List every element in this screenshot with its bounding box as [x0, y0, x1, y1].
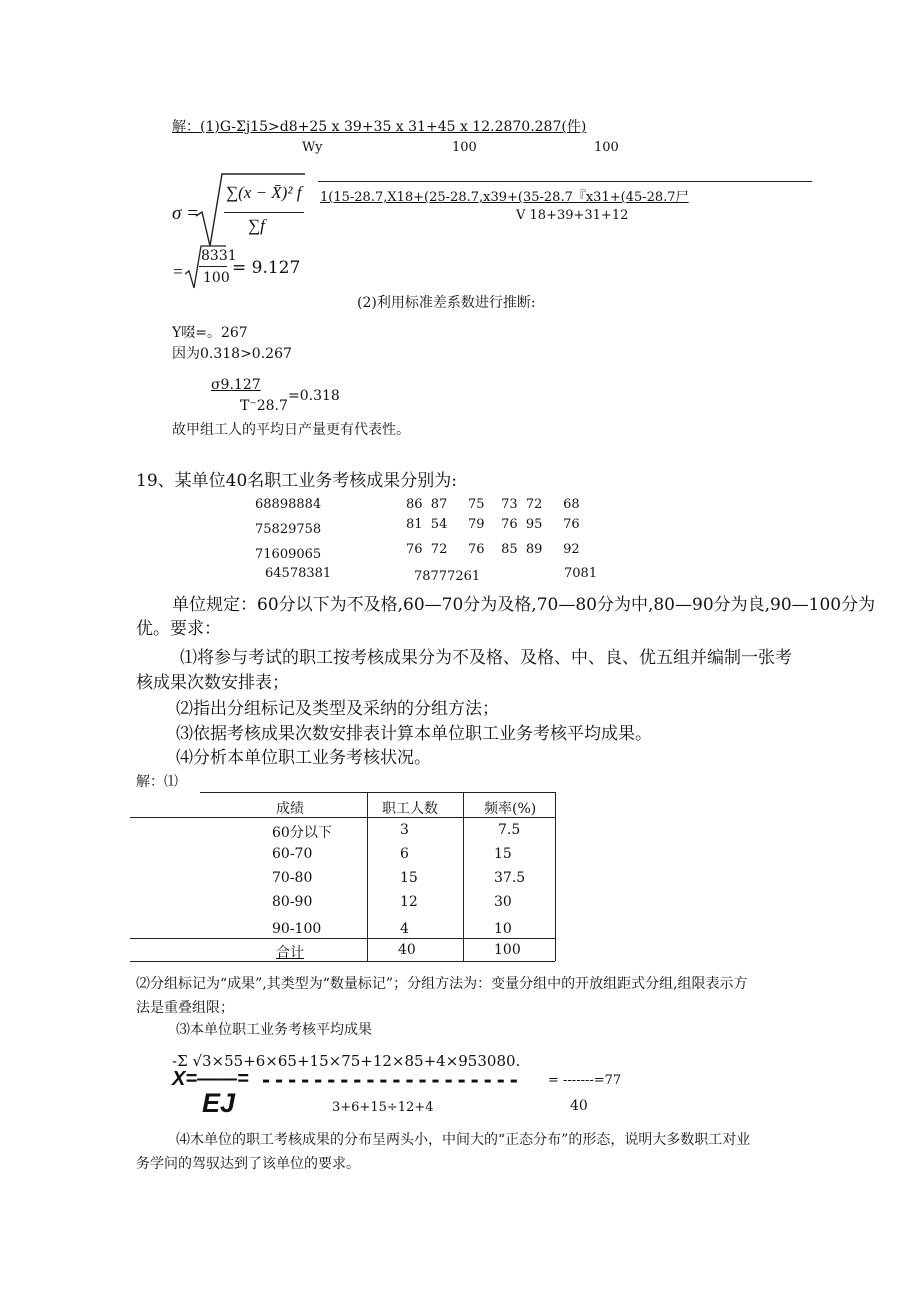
part3-heading: ⑶本单位职工业务考核平均成果 [176, 1022, 372, 1038]
score-row-2-a: 75829758 [255, 522, 322, 537]
answer-label: 解：⑴ [136, 774, 178, 790]
mean-formula-denominator: 3+6+15÷12+4 [332, 1100, 434, 1115]
table-total-count: 40 [398, 942, 416, 958]
solution-mean-line: 解：(1)G-Σj15>d8+25 x 39+35 x 31+45 x 12.2870.287(件) [172, 119, 587, 135]
sqrt-equals: = [172, 262, 184, 281]
sqrt-fraction-bar [199, 266, 227, 267]
mean-formula-dashes: -------------------- [260, 1068, 521, 1092]
requirement-3: ⑶依据考核成果次数安排表计算本单位职工业务考核平均成果。 [176, 724, 652, 744]
table-row-3-count: 15 [400, 870, 418, 886]
requirement-4: ⑷分析本单位职工业务考核状况。 [176, 748, 431, 768]
table-row-4-count: 12 [400, 894, 418, 910]
part4-line-1: ⑷木单位的职工考核成果的分布呈两头小，中间大的“正态分布”的形态，说明大多数职工对业 [176, 1132, 751, 1148]
score-row-4-b: 78777261 [414, 569, 481, 584]
cv-result: =0.318 [288, 388, 340, 404]
part4-line-2: 务学问的驾驭达到了该单位的要求。 [136, 1156, 360, 1172]
table-col-divider-2 [463, 792, 464, 961]
step2-heading: (2)利用标准差系数进行推断: [357, 295, 536, 311]
because-line: 因为0.318>0.267 [172, 346, 292, 362]
table-total-rule [130, 938, 555, 939]
rule-line-1: 单位规定：60分以下为不及格,60—70分为及格,70—80分为中,80—90分为良,90—100分为 [172, 595, 876, 615]
table-col-divider-1 [367, 792, 368, 961]
cv-numerator: σ9.127 [211, 377, 261, 393]
table-row-2-frequency: 15 [494, 846, 512, 862]
table-header-score: 成绩 [276, 801, 304, 817]
sigma-fraction-bar [224, 212, 304, 213]
sigma-lhs: σ = [172, 203, 199, 224]
q19-title: 19、某单位40名职工业务考核成果分别为: [136, 471, 457, 491]
table-row-1-score: 60分以下 [272, 825, 332, 841]
requirement-1-line-2: 核成果次数安排表； [136, 673, 289, 693]
table-header-frequency: 频率(%) [484, 801, 537, 817]
sqrt-denominator: 100 [203, 270, 230, 286]
sigma-expansion-den: V 18+39+31+12 [516, 208, 629, 223]
table-row-1-count: 3 [400, 822, 409, 838]
table-row-5-score: 90-100 [272, 921, 322, 937]
part2-line-1: ⑵分组标记为“成果”,其类型为“数量标记”；分组方法为：变量分组中的开放组距式分组,组限表示方 [136, 976, 748, 992]
denominator-wy: Wy [302, 140, 323, 155]
denominator-100-a: 100 [452, 140, 477, 155]
score-row-1-b: 86 87 75 73 72 68 [406, 497, 580, 512]
table-row-2-count: 6 [400, 846, 409, 862]
sigma-expansion: 1(15-28.7,X18+(25-28.7,x39+(35-28.7『x31+(45-28.7尸 [320, 190, 689, 205]
cv-denominator: T⁻28.7 [240, 398, 288, 414]
table-bottom-rule [130, 961, 555, 962]
score-row-4-a: 64578381 [265, 566, 332, 581]
table-row-4-score: 80-90 [272, 894, 313, 910]
score-row-3-b: 76 72 76 85 89 92 [406, 542, 580, 557]
mean-formula-denominator-40: 40 [570, 1098, 588, 1114]
table-row-3-score: 70-80 [272, 870, 313, 886]
mean-formula-ej: EJ [202, 1088, 236, 1118]
table-row-4-frequency: 30 [494, 894, 512, 910]
requirement-1-line-1: ⑴将参与考试的职工按考核成果分为不及格、及格、中、良、优五组并编制一张考 [180, 648, 792, 668]
table-right-border [555, 792, 556, 961]
part2-line-2: 法是重叠组限； [136, 1000, 234, 1016]
table-row-3-frequency: 37.5 [494, 870, 526, 886]
mean-formula-tail: = -------=77 [548, 1073, 622, 1088]
score-row-1-a: 68898884 [255, 497, 322, 512]
table-row-5-frequency: 10 [494, 921, 512, 937]
table-row-1-frequency: 7.5 [498, 822, 521, 838]
table-row-5-count: 4 [400, 921, 409, 937]
score-row-4-c: 7081 [564, 566, 598, 581]
table-total-frequency: 100 [494, 942, 521, 958]
requirement-2: ⑵指出分组标记及类型及采纳的分组方法； [176, 699, 499, 719]
rule-line-2: 优。要求： [136, 619, 221, 639]
table-header-count: 职工人数 [382, 801, 438, 817]
sigma-denominator: ∑f [248, 216, 265, 235]
table-total-label: 合计 [276, 945, 304, 961]
table-row-2-score: 60-70 [272, 846, 313, 862]
overline-rule [318, 181, 812, 182]
sqrt-numerator: 8331 [201, 248, 237, 264]
score-row-2-b: 81 54 79 76 95 76 [406, 517, 580, 532]
table-top-rule [200, 792, 555, 793]
denominator-100-b: 100 [594, 140, 619, 155]
mean-formula-numerator: -Σ √3×55+6×65+15×75+12×85+4×953080. [172, 1052, 521, 1070]
sqrt-result: = 9.127 [232, 258, 301, 278]
conclusion-line: 故甲组工人的平均日产量更有代表性。 [172, 422, 410, 438]
y-line: Y啜=。267 [172, 325, 248, 341]
score-row-3-a: 71609065 [255, 547, 322, 562]
sigma-numerator: ∑(x − X̄)² f [226, 183, 302, 202]
mean-formula-lhs: X=——= [172, 1068, 249, 1090]
